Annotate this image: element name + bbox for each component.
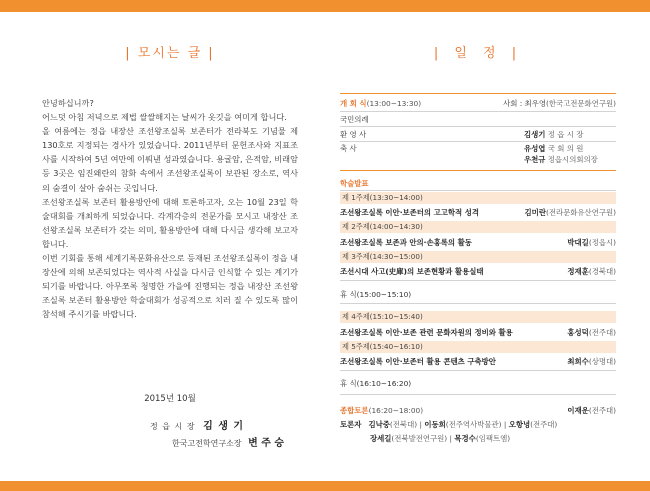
panelist-org: (전주역사박물관) (445, 420, 502, 429)
panelist-name: 목경수 (454, 434, 476, 443)
panelist-org: (전북발전연구원) (391, 434, 448, 443)
welcome-name: 김생기 (524, 130, 546, 139)
session-title: 조선왕조실록 이안·보존터 활용 콘텐츠 구축방안 (340, 357, 496, 366)
session-row (340, 237, 616, 248)
session-row (340, 327, 616, 338)
panelist-name: 이동희 (424, 420, 446, 429)
session-org: (경북대) (588, 267, 616, 276)
panel-label: 토론자 (340, 420, 362, 429)
session-band: 제 1주제(13:30~14:00) (340, 192, 616, 204)
session-title: 조선왕조실록 보존과 안의·손홍록의 활동 (340, 238, 472, 247)
panel-row-2: 장세길(전북발전연구원) | 목경수(임팩트엠) (370, 434, 511, 443)
divider (340, 93, 616, 94)
letter-paragraph: 어느덧 아침 저녁으로 제법 쌀쌀해지는 날씨가 옷깃을 여미게 합니다. (42, 112, 287, 123)
session-band: 제 4주제(15:10~15:40) (340, 311, 616, 323)
session-org: (전라문화유산연구원) (545, 208, 616, 217)
session-speaker: 박대길 (567, 238, 589, 247)
break-row: 휴 식(16:10~16:20) (340, 379, 412, 388)
session-row (340, 356, 616, 367)
divider (340, 141, 616, 142)
discussion-label: 종합토론 (340, 406, 369, 415)
panel-row: 토론자 김낙중(전북대) | 이동희(전주역사박물관) | 오항녕(전주대) (340, 420, 558, 429)
session-speaker: 최희수 (567, 357, 589, 366)
break-row: 휴 식(15:00~15:10) (340, 290, 412, 299)
session-org: (전주대) (588, 328, 616, 337)
host-label: 사회 : 최우영 (503, 99, 546, 108)
divider (340, 170, 616, 171)
letter-paragraph: 이번 기회를 통해 세계기록문화유산으로 등재된 조선왕조실록이 정읍 내장산에 의해 보존되었다는 역사적 사실을 다시금 인식할 수 있는 계기가 되기를 바랍니다. 아무쪼록 청명한 가을에 진행되는 정읍 내장산 조선왕조실록 보존터 활용방안 학술대회가 성공적으로 치러 질 수 있도록 많이 참석해 주시기를 바랍니다. (42, 253, 298, 320)
top-accent-bar (0, 0, 650, 12)
welcome-label: 환 영 사 (340, 130, 367, 139)
congrats-title: 정읍시의회의장 (547, 155, 598, 164)
panelist-org: (임팩트엠) (475, 434, 511, 443)
opening-header (340, 98, 616, 109)
panelist-org: (전주대) (530, 420, 558, 429)
invitation-letter (42, 96, 298, 322)
letter-paragraph: 조선왕조실록 보존터 활용방안에 대해 토론하고자, 오는 10월 23일 학술대회를 개최하게 되었습니다. 각계각층의 전문가를 모시고 내장산 조선왕조실록 보존터가 갖는 의미, 활용방안에 대해 다시금 생각해 보고자 합니다. (42, 196, 298, 249)
congrats-row (340, 143, 616, 154)
letter-paragraph: 올 여름에는 정읍 내장산 조선왕조실록 보존터가 전라북도 기념물 제130호로 지정되는 경사가 있었습니다. 2011년부터 문헌조사와 지표조사를 시작하여 5년 여만에 이뤄낸 성과였습니다. 용굴암, 은적암, 비래암 등 3곳은 임진왜란의 참화 속에서 조선왕조실록이 보관된 장소로, 역사의 숨결이 살아 숨쉬는 곳입니다. (42, 126, 298, 193)
session-speaker: 홍성덕 (567, 328, 589, 337)
panelist-org: (전북대) (389, 420, 418, 429)
session-title: 조선왕조실록 이안·보존터의 고고학적 성격 (340, 208, 480, 217)
session-row (340, 266, 616, 277)
letter-date: 2015년 10월 (144, 394, 196, 404)
divider (340, 394, 616, 395)
discussion-header (340, 405, 616, 416)
discussion-chair-org: (전주대) (588, 406, 616, 415)
congrats-name: 우천규 (524, 155, 546, 164)
congrats-name: 유성엽 (524, 144, 546, 153)
session-org: (정읍시) (588, 238, 616, 247)
ritual-row: 국민의례 (340, 115, 369, 124)
letter-greeting: 안녕하십니까? (42, 98, 94, 108)
session-speaker: 정재훈 (567, 267, 589, 276)
divider (340, 111, 616, 112)
host-org: (한국고전문화연구원) (545, 99, 616, 108)
panelist-name: 오항녕 (508, 420, 531, 429)
session-title: 조선시대 사고(史庫)의 보존현황과 활용실태 (340, 267, 484, 276)
signature-name: 김 생 기 (203, 421, 245, 432)
congrats-label: 축 사 (340, 144, 357, 153)
signature-director (172, 434, 284, 449)
invitation-title: | 모시는 글 | (125, 46, 215, 61)
divider (340, 370, 616, 371)
opening-label: 개 회 식 (340, 99, 367, 108)
opening-time: (13:00~13:30) (366, 99, 422, 108)
welcome-title: 정 읍 시 장 (547, 130, 584, 139)
bottom-accent-bar (0, 481, 650, 491)
session-band: 제 2주제(14:00~14:30) (340, 221, 616, 233)
session-band: 제 3주제(14:30~15:00) (340, 251, 616, 263)
welcome-row (340, 129, 616, 140)
divider (340, 280, 616, 281)
symposium-label: 학술발표 (340, 179, 369, 188)
schedule-title: | 일 정 | (433, 46, 523, 61)
session-row (340, 207, 616, 218)
session-band: 제 5주제(15:40~16:10) (340, 341, 616, 353)
divider (340, 190, 616, 191)
signature-role: 한국고전학연구소장 (172, 439, 242, 448)
signature-role: 정 읍 시 장 (150, 422, 196, 431)
signature-name: 변 주 승 (248, 438, 285, 449)
session-title: 조선왕조실록 이안·보존 관련 문화자원의 정비와 활용 (340, 328, 513, 337)
signature-mayor (150, 417, 244, 432)
divider (340, 126, 616, 127)
panelist-name: 장세길 (370, 434, 392, 443)
divider (340, 303, 616, 304)
session-speaker: 김미란 (524, 208, 546, 217)
discussion-time: (16:20~18:00) (368, 406, 424, 415)
session-org: (상명대) (588, 357, 616, 366)
congrats-title: 국 회 의 원 (547, 144, 584, 153)
discussion-chair: 이재운 (567, 406, 589, 415)
panelist-name: 김낙중 (368, 420, 390, 429)
